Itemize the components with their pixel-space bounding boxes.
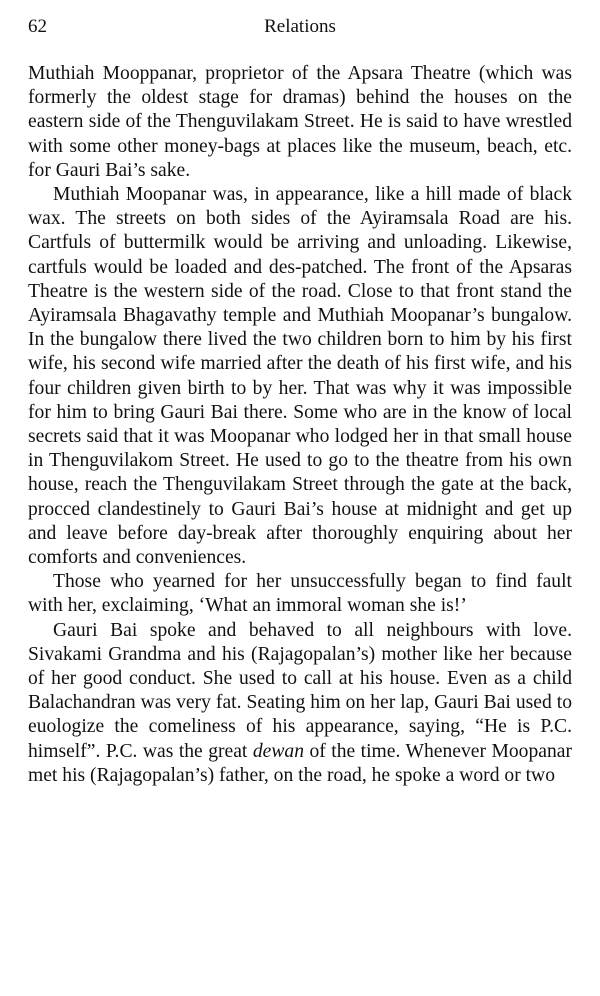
paragraph-4-text-before: Gauri Bai spoke and behaved to all neighbours with love. Sivakami Grandma and his (Rajagopalan’s) mother like her because of her good conduct. She used to call at his house. Even as a child Balachandran was very fat. Seating him on her lap, Gauri Bai used to euologize the comeliness of his appearance, saying, “He is P.C. himself”. P.C. was the great	[28, 619, 572, 762]
page-number: 62	[28, 16, 47, 37]
paragraph-3: Those who yearned for her unsuccessfully began to find fault with her, exclaiming, ‘What an immoral woman she is!’	[28, 571, 572, 617]
paragraph-1: Muthiah Mooppanar, proprietor of the Apsara Theatre (which was formerly the oldest stage for dramas) behind the houses on the eastern side of the Thenguvilakam Street. He is said to have wrestled with some other money-bags at places like the museum, beach, etc. for Gauri Bai’s sake.	[28, 63, 572, 181]
paragraph-4	[28, 619, 572, 788]
paragraph-2: Muthiah Moopanar was, in appearance, like a hill made of black wax. The streets on both sides of the Ayiramsala Road are his. Cartfuls of buttermilk would be arriving and unloading. Likewise, cartfuls would be loaded and des-patched. The front of the Apsaras Theatre is the western side of the road. Close to that front stand the Ayiramsala Bhagavathy temple and Muthiah Moopanar’s bungalow. In the bungalow there lived the two children born to him by his first wife, his second wife married after the death of his first wife, and his four children given birth to by her. That was why it was impossible for him to bring Gauri Bai there. Some who are in the know of local secrets said that it was Moopanar who lodged her in that small house in Thenguvilakom Street. He used to go to the theatre from his own house, reach the Thenguvilakam Street through the gate at the back, procced clandestinely to Gauri Bai’s house at midnight and get up and leave before day-break after thoroughly enquiring about her comforts and conveniences.	[28, 184, 572, 569]
paragraph-4-text-after: of the time. Whenever Moopanar met his (Rajagopalan’s) father, on the road, he spoke a word or two	[28, 740, 572, 786]
body-text	[28, 62, 572, 788]
running-head: Relations	[264, 16, 336, 37]
page-header	[28, 16, 572, 42]
italic-term-dewan: dewan	[252, 740, 305, 762]
